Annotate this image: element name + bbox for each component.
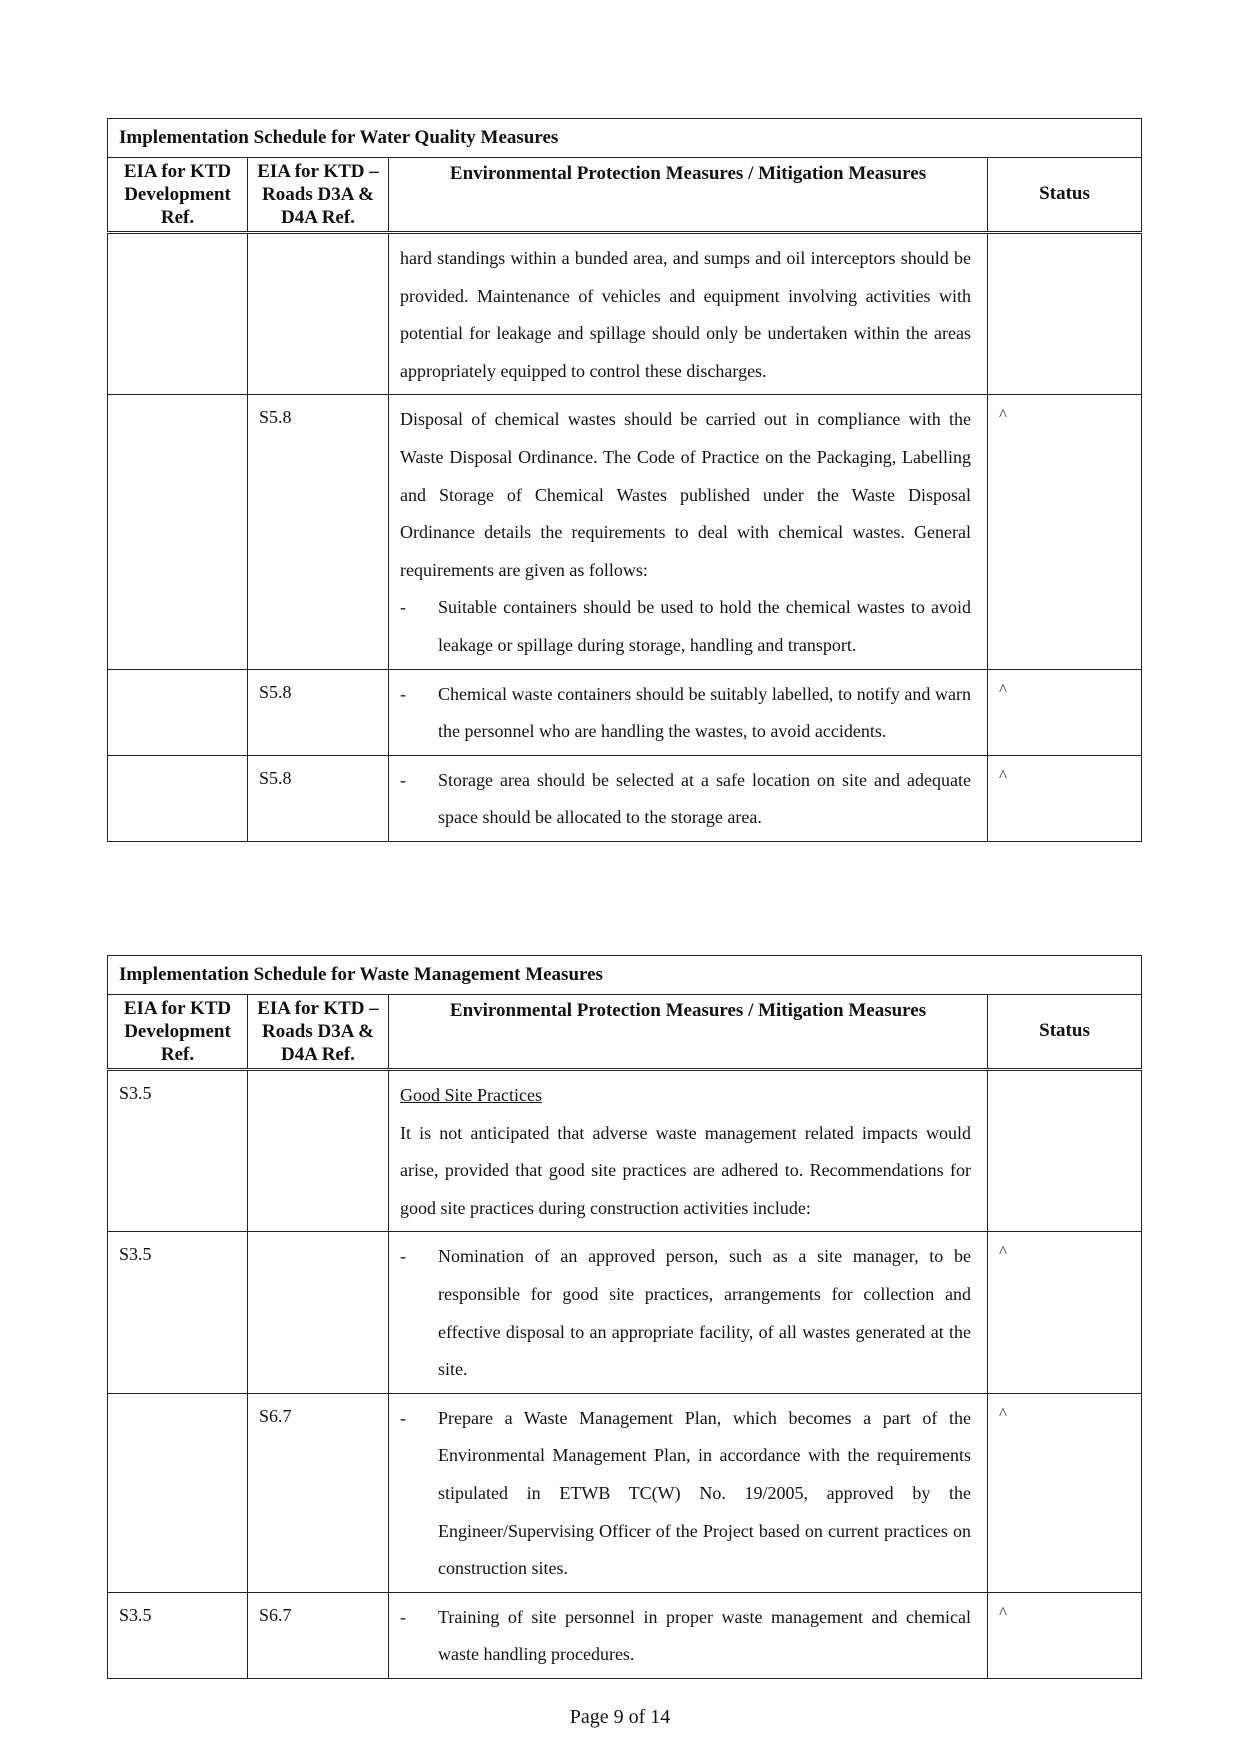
ref-roads (248, 1070, 389, 1232)
total-pages: 14 (650, 1706, 671, 1728)
measure-text: It is not anticipated that adverse waste management related impacts would arise, provided that good site practices are adhered to. Recommendations for good site practices during construction activities include: (400, 1122, 971, 1218)
bullet-item (400, 1599, 971, 1674)
measure-cell (389, 1232, 988, 1393)
page-footer (0, 1706, 1240, 1729)
table-row (108, 1393, 1142, 1592)
table-row (108, 395, 1142, 669)
of-label: of (628, 1706, 646, 1728)
table-row (108, 669, 1142, 755)
status-cell: ^ (988, 755, 1142, 841)
table-row (108, 1070, 1142, 1232)
ref-ktd-development (108, 669, 248, 755)
bullet-item (400, 589, 971, 664)
table-title: Implementation Schedule for Water Quality Measures (108, 119, 1142, 158)
page-number: 9 (613, 1706, 624, 1728)
ref-ktd-development (108, 395, 248, 669)
ref-ktd-development: S3.5 (108, 1070, 248, 1232)
table-header-row (108, 158, 1142, 233)
measure-cell (389, 1592, 988, 1678)
header-ktd-development-ref: EIA for KTD Development Ref. (108, 995, 248, 1070)
measure-cell (389, 395, 988, 669)
measure-cell (389, 1393, 988, 1592)
header-status: Status (988, 158, 1142, 233)
status-cell (988, 233, 1142, 395)
bullet-marker: - (400, 683, 406, 704)
status-cell: ^ (988, 395, 1142, 669)
ref-roads (248, 233, 389, 395)
measure-text: hard standings within a bunded area, and sumps and oil interceptors should be provided. Maintenance of vehicles and equipment involving activities with potential for leakage and spillage should only be undertaken within the areas appropriately equipped to control these discharges. (400, 248, 971, 381)
section-heading: Good Site Practices (400, 1085, 542, 1105)
measure-cell (389, 1070, 988, 1232)
ref-ktd-development: S3.5 (108, 1592, 248, 1678)
header-status: Status (988, 995, 1142, 1070)
header-roads-ref: EIA for KTD – Roads D3A & D4A Ref. (248, 158, 389, 233)
bullet-marker: - (400, 1407, 406, 1428)
table-row (108, 233, 1142, 395)
bullet-text: Suitable containers should be used to hold the chemical wastes to avoid leakage or spillage during storage, handling and transport. (438, 597, 971, 655)
measure-cell (389, 233, 988, 395)
bullet-item (400, 1400, 971, 1588)
measure-cell (389, 755, 988, 841)
waste-management-schedule-table (107, 955, 1142, 1679)
measure-cell (389, 669, 988, 755)
ref-roads (248, 1232, 389, 1393)
bullet-marker: - (400, 1246, 406, 1267)
ref-ktd-development (108, 1393, 248, 1592)
header-roads-ref: EIA for KTD – Roads D3A & D4A Ref. (248, 995, 389, 1070)
ref-roads: S6.7 (248, 1393, 389, 1592)
ref-roads: S5.8 (248, 395, 389, 669)
ref-roads: S5.8 (248, 755, 389, 841)
ref-ktd-development (108, 755, 248, 841)
status-cell (988, 1070, 1142, 1232)
status-cell: ^ (988, 1393, 1142, 1592)
water-quality-schedule-table (107, 118, 1142, 842)
table-title-row (108, 119, 1142, 158)
status-cell: ^ (988, 669, 1142, 755)
header-measures: Environmental Protection Measures / Mitigation Measures (389, 158, 988, 233)
table-title-row (108, 956, 1142, 995)
bullet-marker: - (400, 1606, 406, 1627)
ref-roads: S6.7 (248, 1592, 389, 1678)
bullet-item (400, 676, 971, 751)
page-label: Page (569, 1706, 609, 1728)
bullet-marker: - (400, 597, 406, 618)
status-cell: ^ (988, 1592, 1142, 1678)
table-row (108, 1592, 1142, 1678)
ref-ktd-development: S3.5 (108, 1232, 248, 1393)
header-ktd-development-ref: EIA for KTD Development Ref. (108, 158, 248, 233)
table-title: Implementation Schedule for Waste Management Measures (108, 956, 1142, 995)
measure-text: Disposal of chemical wastes should be carried out in compliance with the Waste Disposal Ordinance. The Code of Practice on the Packaging, Labelling and Storage of Chemical Wastes published under the Waste Disposal Ordinance details the requirements to deal with chemical wastes. General requirements are given as follows: (400, 409, 971, 580)
table-header-row (108, 995, 1142, 1070)
ref-ktd-development (108, 233, 248, 395)
bullet-text: Training of site personnel in proper waste management and chemical waste handling procedures. (438, 1606, 971, 1665)
bullet-text: Chemical waste containers should be suitably labelled, to notify and warn the personnel who are handling the wastes, to avoid accidents. (438, 683, 971, 742)
table-row (108, 1232, 1142, 1393)
bullet-text: Storage area should be selected at a safe location on site and adequate space should be allocated to the storage area. (438, 769, 971, 828)
bullet-item (400, 1238, 971, 1388)
table-row (108, 755, 1142, 841)
ref-roads: S5.8 (248, 669, 389, 755)
bullet-text: Nomination of an approved person, such as a site manager, to be responsible for good site practices, arrangements for collection and effective disposal to an appropriate facility, of all wastes generated at the site. (438, 1246, 971, 1380)
bullet-marker: - (400, 769, 406, 790)
bullet-text: Prepare a Waste Management Plan, which becomes a part of the Environmental Management Plan, in accordance with the requirements stipulated in ETWB TC(W) No. 19/2005, approved by the Engineer/Supervising Officer of the Project based on current practices on construction sites. (438, 1407, 971, 1579)
bullet-item (400, 762, 971, 837)
status-cell: ^ (988, 1232, 1142, 1393)
header-measures: Environmental Protection Measures / Mitigation Measures (389, 995, 988, 1070)
